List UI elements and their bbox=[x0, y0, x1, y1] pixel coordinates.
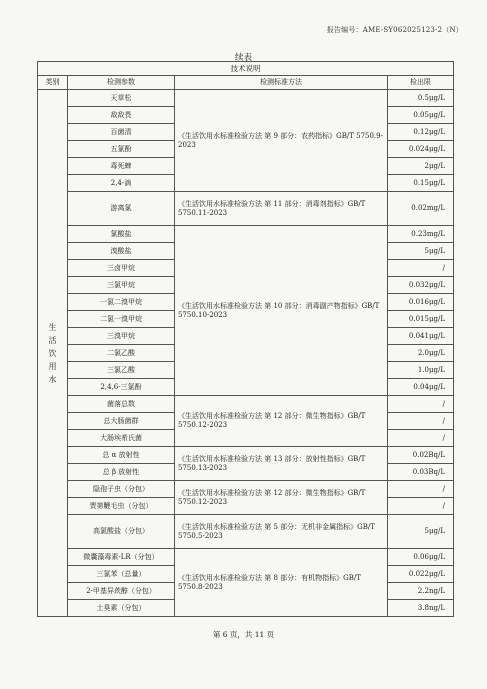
limit-cell: 0.032μg/L bbox=[388, 277, 454, 294]
report-number: 报告编号：AME-SY062025123-2（N） bbox=[326, 26, 463, 34]
parameter-cell: 毒死蜱 bbox=[68, 158, 175, 175]
parameter-cell: 三氯乙酸 bbox=[68, 362, 175, 379]
limit-cell: 0.12μg/L bbox=[388, 124, 454, 141]
method-cell: 《生活饮用水标准检验方法 第 10 部分：消毒副产物指标》GB/T 5750.10-2023 bbox=[175, 226, 388, 396]
parameter-cell: 总 β 放射性 bbox=[68, 464, 175, 481]
parameter-cell: 百菌清 bbox=[68, 124, 175, 141]
parameter-cell: 一氯二溴甲烷 bbox=[68, 294, 175, 311]
limit-cell: 0.02mg/L bbox=[388, 192, 454, 226]
limit-cell: / bbox=[388, 498, 454, 515]
limit-cell: 2.0μg/L bbox=[388, 345, 454, 362]
col-header-limit: 检出限 bbox=[388, 76, 454, 90]
super-header: 技术说明 bbox=[38, 62, 454, 76]
table-row bbox=[38, 481, 454, 498]
table-row bbox=[38, 90, 454, 107]
limit-cell: 0.04μg/L bbox=[388, 379, 454, 396]
table-title: 续表 bbox=[234, 53, 252, 63]
limit-cell: 0.024μg/L bbox=[388, 141, 454, 158]
method-cell: 《生活饮用水标准检验方法 第 12 部分：微生物指标》GB/T 5750.12-2023 bbox=[175, 481, 388, 515]
limit-cell: 2μg/L bbox=[388, 158, 454, 175]
parameter-cell: 2,4,6-三氯酚 bbox=[68, 379, 175, 396]
parameter-cell: 二氯一溴甲烷 bbox=[68, 311, 175, 328]
col-header-category: 类别 bbox=[38, 76, 68, 90]
parameter-cell: 敌敌畏 bbox=[68, 107, 175, 124]
limit-cell: 3.8ng/L bbox=[388, 600, 454, 617]
method-cell: 《生活饮用水标准检验方法 第 13 部分：放射性指标》GB/T 5750.13-2023 bbox=[175, 447, 388, 481]
parameter-cell: 游离氯 bbox=[68, 192, 175, 226]
limit-cell: 0.15μg/L bbox=[388, 175, 454, 192]
category-label: 生活饮用水 bbox=[48, 322, 57, 384]
limit-cell: 1.0μg/L bbox=[388, 362, 454, 379]
parameter-cell: 2-甲基异莰醇（分包） bbox=[68, 583, 175, 600]
parameter-cell: 贾第鞭毛虫（分包） bbox=[68, 498, 175, 515]
limit-cell: 5μg/L bbox=[388, 243, 454, 260]
limit-cell: / bbox=[388, 430, 454, 447]
parameter-cell: 三氯苯（总量） bbox=[68, 566, 175, 583]
parameter-cell: 微囊藻毒素-LR（分包） bbox=[68, 549, 175, 566]
col-header-parameter: 检测参数 bbox=[68, 76, 175, 90]
limit-cell: / bbox=[388, 481, 454, 498]
limit-cell: 0.02Bq/L bbox=[388, 447, 454, 464]
limit-cell: 2.2ng/L bbox=[388, 583, 454, 600]
limit-cell: 0.015μg/L bbox=[388, 311, 454, 328]
parameter-cell: 大肠埃希氏菌 bbox=[68, 430, 175, 447]
parameter-cell: 三溴甲烷 bbox=[68, 328, 175, 345]
table-row bbox=[38, 226, 454, 243]
table-row bbox=[38, 447, 454, 464]
col-header-method: 检测标准方法 bbox=[175, 76, 388, 90]
page-number: 第 6 页，共 11 页 bbox=[212, 630, 275, 639]
parameter-cell: 三卤甲烷 bbox=[68, 260, 175, 277]
table-row bbox=[38, 192, 454, 226]
table-row bbox=[38, 515, 454, 549]
method-cell: 《生活饮用水标准检验方法 第 11 部分：消毒剂指标》GB/T 5750.11-2023 bbox=[175, 192, 388, 226]
parameter-cell: 总大肠菌群 bbox=[68, 413, 175, 430]
limit-cell: 0.06μg/L bbox=[388, 549, 454, 566]
limit-cell: / bbox=[388, 396, 454, 413]
parameter-cell: 隐孢子虫（分包） bbox=[68, 481, 175, 498]
limit-cell: 0.016μg/L bbox=[388, 294, 454, 311]
limit-cell: 0.05μg/L bbox=[388, 107, 454, 124]
limit-cell: 0.23mg/L bbox=[388, 226, 454, 243]
parameter-cell: 高氯酸盐（分包） bbox=[68, 515, 175, 549]
table-row bbox=[38, 549, 454, 566]
limit-cell: 0.03Bq/L bbox=[388, 464, 454, 481]
method-cell: 《生活饮用水标准检验方法 第 12 部分：微生物指标》GB/T 5750.12-2023 bbox=[175, 396, 388, 447]
parameter-cell: 2,4-滴 bbox=[68, 175, 175, 192]
method-cell: 《生活饮用水标准检验方法 第 5 部分：无机非金属指标》GB/T 5750.5-2023 bbox=[175, 515, 388, 549]
parameter-cell: 天草松 bbox=[68, 90, 175, 107]
parameter-cell: 土臭素（分包） bbox=[68, 600, 175, 617]
table-row bbox=[38, 396, 454, 413]
technical-spec-table bbox=[37, 61, 454, 617]
table-wrapper bbox=[37, 61, 453, 617]
method-cell: 《生活饮用水标准检验方法 第 9 部分：农药指标》GB/T 5750.9-2023 bbox=[175, 90, 388, 192]
limit-cell: / bbox=[388, 413, 454, 430]
parameter-cell: 菌落总数 bbox=[68, 396, 175, 413]
parameter-cell: 氯酸盐 bbox=[68, 226, 175, 243]
limit-cell: / bbox=[388, 260, 454, 277]
limit-cell: 0.041μg/L bbox=[388, 328, 454, 345]
parameter-cell: 总 α 放射性 bbox=[68, 447, 175, 464]
limit-cell: 5μg/L bbox=[388, 515, 454, 549]
parameter-cell: 溴酸盐 bbox=[68, 243, 175, 260]
table-body bbox=[38, 90, 454, 617]
method-cell: 《生活饮用水标准检验方法 第 8 部分：有机物指标》GB/T 5750.8-2023 bbox=[175, 549, 388, 617]
limit-cell: 0.022μg/L bbox=[388, 566, 454, 583]
category-cell bbox=[38, 90, 68, 617]
parameter-cell: 三氯甲烷 bbox=[68, 277, 175, 294]
parameter-cell: 五氯酚 bbox=[68, 141, 175, 158]
limit-cell: 0.5μg/L bbox=[388, 90, 454, 107]
parameter-cell: 二氯乙酸 bbox=[68, 345, 175, 362]
